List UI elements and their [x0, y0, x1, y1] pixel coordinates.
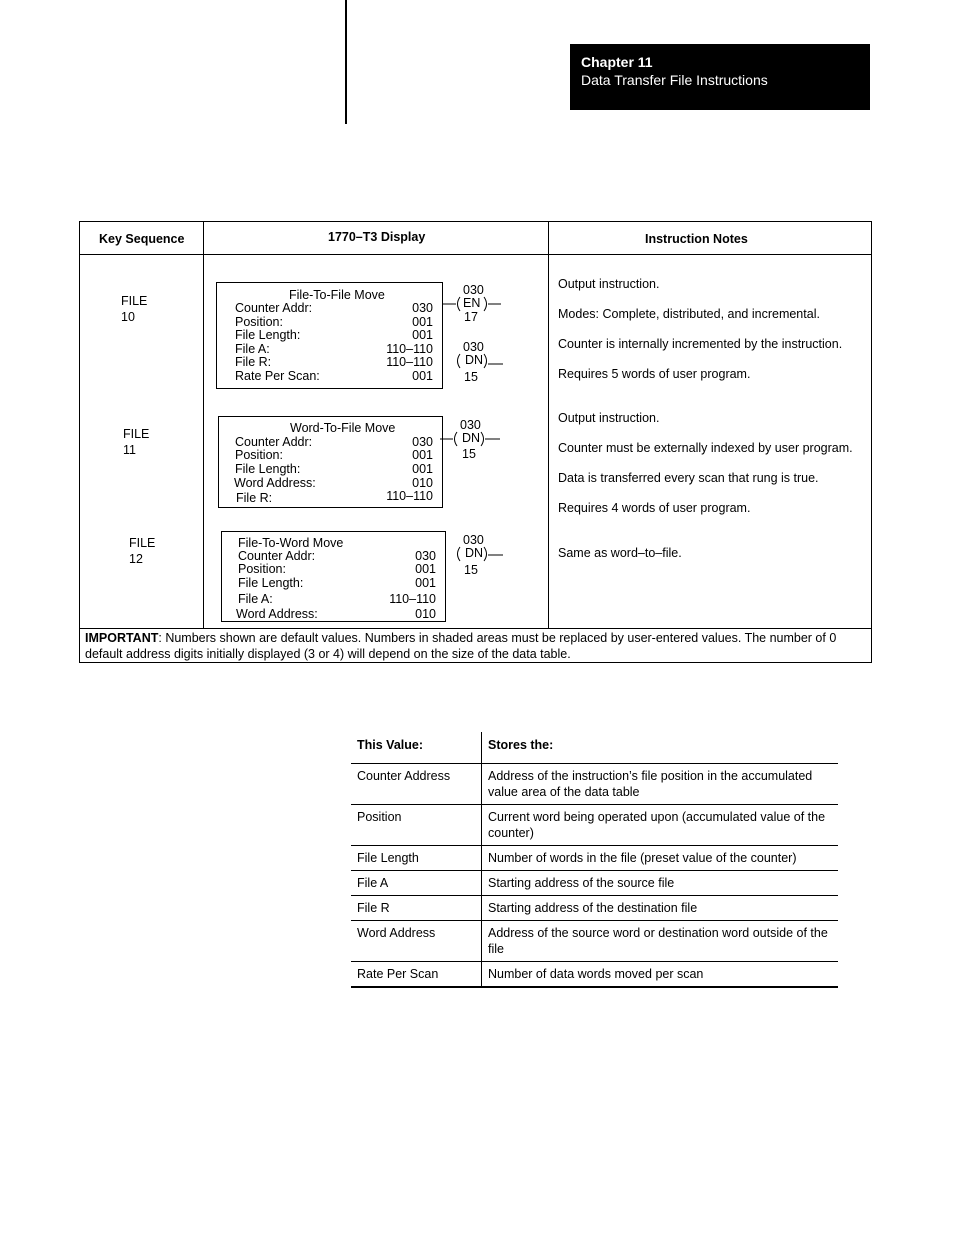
field-label: File R: — [235, 355, 272, 369]
coil-bit: EN — [463, 296, 481, 310]
coil-bit: DN — [465, 353, 484, 367]
table-row — [351, 962, 838, 988]
field-label: Word Address: — [236, 607, 318, 621]
table-row — [351, 764, 838, 805]
field-label: Position: — [235, 315, 283, 329]
chapter-tab — [570, 44, 870, 110]
key-number: 12 — [129, 552, 143, 566]
note: Counter is internally incremented by the instruction. — [558, 337, 843, 351]
field-value: 001 — [415, 576, 436, 590]
value-name: Position — [351, 805, 482, 846]
field-label: File A: — [235, 342, 270, 356]
field-label: Counter Addr: — [238, 549, 316, 563]
coil-bit: DN — [465, 546, 484, 560]
key-file: FILE — [121, 294, 148, 308]
important-label: IMPORTANT — [85, 631, 159, 645]
value-name: Rate Per Scan — [351, 962, 482, 988]
important-note — [85, 630, 865, 662]
display-word-to-file — [218, 416, 443, 508]
display-title: File-To-Word Move — [238, 536, 344, 550]
header-display: 1770–T3 Display — [328, 230, 426, 244]
value-description: Starting address of the source file — [482, 871, 839, 896]
field-value: 001 — [415, 562, 436, 576]
display-file-to-word — [221, 531, 446, 622]
header-key-sequence: Key Sequence — [99, 232, 185, 246]
value-name: File A — [351, 871, 482, 896]
field-value: 030 — [412, 301, 433, 315]
field-label: Counter Addr: — [235, 301, 313, 315]
note: Counter must be externally indexed by user program. — [558, 441, 853, 455]
field-value: 001 — [412, 369, 433, 383]
value-description: Number of data words moved per scan — [482, 962, 839, 988]
field-label: File Length: — [238, 576, 304, 590]
table-row — [351, 805, 838, 846]
coil-address: 030 — [463, 340, 484, 354]
value-name: Word Address — [351, 921, 482, 962]
key-file: FILE — [123, 427, 150, 441]
field-label: Rate Per Scan: — [235, 369, 320, 383]
table-header-row — [351, 732, 838, 764]
value-name: File R — [351, 896, 482, 921]
field-value: 001 — [412, 315, 433, 329]
table-row — [351, 896, 838, 921]
field-value: 001 — [412, 462, 433, 476]
column-header: This Value: — [351, 732, 482, 764]
important-text: : Numbers shown are default values. Numbers in shaded areas must be replaced by user-entered values. The number of 0 default address digits initially displayed (3 or 4) will depend on the size of the data table. — [85, 631, 837, 661]
coil-bit: DN — [462, 431, 481, 445]
field-value: 030 — [412, 435, 433, 449]
value-description: Starting address of the destination file — [482, 896, 839, 921]
field-label: File A: — [238, 592, 273, 606]
value-table — [351, 732, 838, 988]
chapter-title: Data Transfer File Instructions — [581, 72, 768, 88]
col-divider — [548, 222, 549, 629]
value-name: File Length — [351, 846, 482, 871]
value-name: Counter Address — [351, 764, 482, 805]
field-value: 110–110 — [386, 489, 433, 503]
field-value: 110–110 — [386, 355, 433, 369]
field-label: Counter Addr: — [235, 435, 313, 449]
coil-number: 15 — [464, 563, 478, 577]
header-divider — [80, 254, 871, 255]
field-label: File R: — [236, 491, 273, 505]
field-label: Position: — [238, 562, 286, 576]
field-label: Word Address: — [234, 476, 316, 490]
value-description: Number of words in the file (preset value of the counter) — [482, 846, 839, 871]
table-row — [351, 846, 838, 871]
coil-address: 030 — [460, 418, 481, 432]
display-title: File-To-File Move — [289, 288, 385, 302]
chapter-number: Chapter 11 — [581, 54, 653, 70]
table-row — [351, 871, 838, 896]
note: Data is transferred every scan that rung is true. — [558, 471, 819, 485]
note: Requires 4 words of user program. — [558, 501, 751, 515]
key-number: 11 — [123, 443, 136, 457]
field-value: 001 — [412, 328, 433, 342]
coil-address: 030 — [463, 533, 484, 547]
field-label: Position: — [235, 448, 283, 462]
display-title: Word-To-File Move — [290, 421, 396, 435]
field-value: 110–110 — [386, 342, 433, 356]
key-file: FILE — [129, 536, 156, 550]
field-value: 110–110 — [389, 592, 436, 606]
footer-divider — [80, 628, 871, 629]
note: Requires 5 words of user program. — [558, 367, 751, 381]
field-value: 030 — [415, 549, 436, 563]
header-notes: Instruction Notes — [645, 232, 748, 246]
field-label: File Length: — [235, 328, 301, 342]
field-label: File Length: — [235, 462, 301, 476]
note: Output instruction. — [558, 411, 660, 425]
value-description: Current word being operated upon (accumulated value of the counter) — [482, 805, 839, 846]
coil-number: 17 — [464, 310, 478, 324]
value-description: Address of the instruction’s file position in the accumulated value area of the data table — [482, 764, 839, 805]
note: Modes: Complete, distributed, and incremental. — [558, 307, 820, 321]
field-value: 010 — [412, 476, 433, 490]
field-value: 010 — [415, 607, 436, 621]
coil-number: 15 — [462, 447, 476, 461]
field-value: 001 — [412, 448, 433, 462]
value-description: Address of the source word or destination word outside of the file — [482, 921, 839, 962]
table-row — [351, 921, 838, 962]
note: Output instruction. — [558, 277, 660, 291]
display-file-to-file — [216, 282, 443, 389]
coil-address: 030 — [463, 283, 484, 297]
coil-number: 15 — [464, 370, 478, 384]
key-number: 10 — [121, 310, 135, 324]
col-divider — [203, 222, 204, 629]
margin-rule — [345, 0, 347, 124]
column-header: Stores the: — [482, 732, 839, 764]
note: Same as word–to–file. — [558, 546, 682, 560]
